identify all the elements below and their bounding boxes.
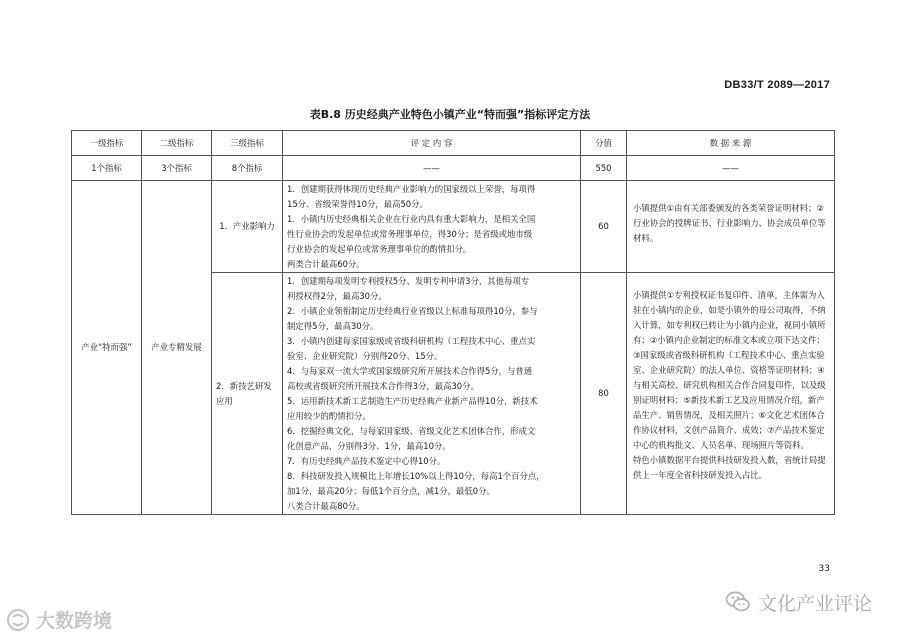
source-line: 特色小镇数据平台提供科技研发投入数，省统计局提 bbox=[633, 455, 826, 465]
source-line: 小镇提供①由有关部委颁发的各类荣誉证明材料；② bbox=[633, 203, 824, 213]
source-line: ③国家级或省级科研机构（工程技术中心、重点实验 bbox=[633, 350, 825, 360]
criteria-line: 1．创建期每项发明专利授权5分、发明专利申请3分，其他每项专 bbox=[287, 276, 530, 286]
criteria-line: 1．创建期获得体现历史经典产业影响力的国家级以上荣誉，每项得 bbox=[287, 184, 536, 194]
source-line: 入计算，如专利权已转让为小镇内企业，视同小镇所 bbox=[633, 320, 826, 330]
criteria-line: 化创意产品，分别得3分、1分，最高10分。 bbox=[287, 441, 451, 451]
criteria-line: 验室、企业研究院）分别得20分、15分。 bbox=[287, 351, 443, 361]
criteria-line: 6．挖掘经典文化，与每家国家级、省级文化艺术团体合作，形成文 bbox=[287, 426, 536, 436]
watermark-brand bbox=[6, 606, 112, 633]
standard-number: DB33/T 2089—2017 bbox=[724, 79, 830, 91]
summary-source: —— bbox=[627, 156, 835, 181]
level2-cell: 产业专精发展 bbox=[142, 181, 212, 515]
summary-criteria: —— bbox=[283, 156, 581, 181]
summary-score: 550 bbox=[581, 156, 627, 181]
level1-cell: 产业“特而强” bbox=[72, 181, 142, 515]
criteria-line: 8．科技研发投入规模比上年增长10%以上得10分，每高1个百分点， bbox=[287, 471, 545, 481]
level3-line: 2．新技艺研发 bbox=[216, 380, 272, 391]
level3-cell: 1．产业影响力 bbox=[212, 181, 283, 273]
header-level3: 三级指标 bbox=[212, 131, 283, 156]
header-level2: 二级指标 bbox=[142, 131, 212, 156]
criteria-line: 行业协会的发起单位或常务理事单位的酌情扣分。 bbox=[287, 244, 472, 254]
criteria-line: 15分、省级荣誉得10分，最高50分。 bbox=[287, 199, 428, 209]
source-line: 小镇提供①专利授权证书复印件、清单，主体需为入 bbox=[633, 290, 825, 300]
source-line: 驻在小镇内的企业，如是小镇外的母公司取得，不纳 bbox=[633, 305, 826, 315]
source-cell bbox=[627, 181, 835, 273]
source-line: 供上一年度全省科技研发投入占比。 bbox=[633, 470, 767, 480]
summary-row bbox=[72, 156, 835, 181]
criteria-line: 3．小镇内创建每家国家级或省级科研机构（工程技术中心、重点实 bbox=[287, 336, 536, 346]
criteria-line: 1．小镇内历史经典相关企业在行业内具有重大影响力，是相关全国 bbox=[287, 214, 536, 224]
criteria-line: 八类合计最高80分。 bbox=[287, 501, 365, 511]
watermark-right-text: 文化产业评论 bbox=[757, 592, 872, 615]
source-line: 中心的机构批文、人员名单、现场照片等资料。 bbox=[633, 440, 809, 450]
criteria-line: 性行业协会的发起单位或常务理事单位，得30分；是省级或地市级 bbox=[287, 229, 533, 239]
source-line: 有；②小镇内企业制定的标准文本或立项下达文件； bbox=[633, 335, 825, 345]
score-cell: 80 bbox=[581, 273, 627, 515]
source-line: 室、企业研究院）的法人单位、资格等证明材料；④ bbox=[633, 365, 825, 375]
level3-line: 应用 bbox=[216, 395, 233, 406]
criteria-line: 4．与每家双一流大学或国家级研究所开展技术合作得5分，与普通 bbox=[287, 366, 533, 376]
level3-cell bbox=[212, 273, 283, 515]
score-cell: 60 bbox=[581, 181, 627, 273]
table-row bbox=[72, 181, 835, 273]
criteria-line: 2．小镇企业领衔制定历史经典行业省级以上标准每项得10分，参与 bbox=[287, 306, 538, 316]
summary-level2: 3个指标 bbox=[142, 156, 212, 181]
source-line: 别证明材料；⑤新技术新工艺及应用情况介绍，新产 bbox=[633, 395, 825, 405]
summary-level3: 8个指标 bbox=[212, 156, 283, 181]
header-level1: 一级指标 bbox=[72, 131, 142, 156]
header-score: 分值 bbox=[581, 131, 627, 156]
header-row bbox=[72, 131, 835, 156]
page-number: 33 bbox=[818, 564, 830, 574]
table-title: 表B.8 历史经典产业特色小镇产业“特而强”指标评定方法 bbox=[309, 108, 591, 121]
source-line: 品生产、销售情况，及相关照片；⑥文化艺术团体合 bbox=[633, 410, 825, 420]
brand-logo-icon bbox=[6, 608, 30, 632]
watermark-wechat bbox=[724, 588, 872, 616]
watermark-left-text: 大数跨境 bbox=[36, 610, 113, 632]
wechat-icon bbox=[724, 588, 752, 616]
source-line: 材料。 bbox=[633, 233, 659, 243]
criteria-line: 高校或省级研究所开展技术合作得3分，最高30分。 bbox=[287, 381, 479, 391]
criteria-line: 5．运用新技术新工艺制造生产历史经典产业新产品得10分，新技术 bbox=[287, 396, 538, 406]
source-line: 作协议材料，文创产品简介、成效；⑦产品技术鉴定 bbox=[633, 425, 825, 435]
criteria-line: 两类合计最高60分。 bbox=[287, 259, 365, 269]
source-line: 行业协会的授牌证书、行业影响力、协会成员单位等 bbox=[633, 218, 826, 228]
header-criteria: 评 定 内 容 bbox=[283, 131, 581, 156]
criteria-line: 利授权得2分，最高30分。 bbox=[287, 291, 387, 301]
criteria-line: 应用较少的酌情扣分。 bbox=[287, 411, 371, 421]
summary-level1: 1个指标 bbox=[72, 156, 142, 181]
evaluation-table bbox=[71, 130, 835, 515]
source-cell bbox=[627, 273, 835, 515]
criteria-cell bbox=[283, 273, 581, 515]
source-line: 与相关高校、研究机构相关合作合同复印件，以及级 bbox=[633, 380, 826, 390]
criteria-cell bbox=[283, 181, 581, 273]
header-source: 数 据 来 源 bbox=[627, 131, 835, 156]
criteria-line: 制定得5分，最高30分。 bbox=[287, 321, 379, 331]
criteria-line: 7．有历史经典产品技术鉴定中心得10分。 bbox=[287, 456, 446, 466]
criteria-line: 加1分，最高20分；每低1个百分点，减1分，最低0分。 bbox=[287, 486, 495, 496]
